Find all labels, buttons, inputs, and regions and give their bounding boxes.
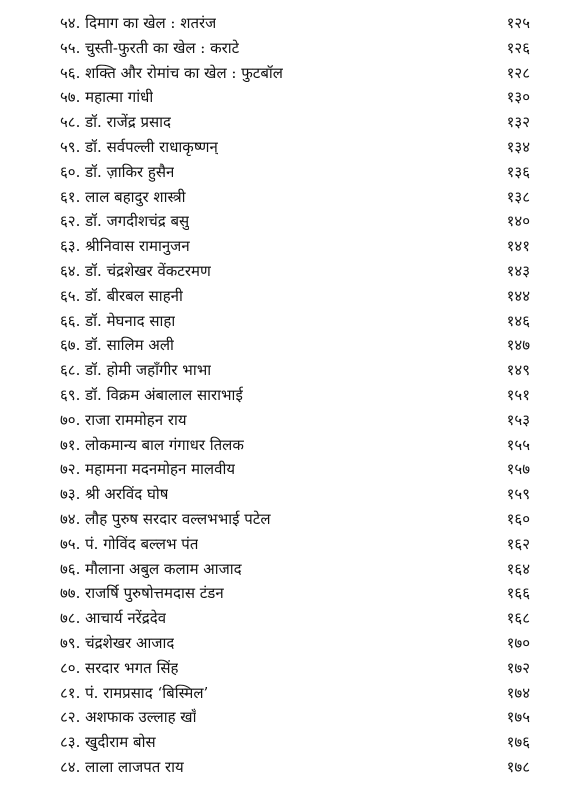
toc-entry-page-number: १२६ bbox=[506, 38, 530, 57]
toc-entry-page-number: १३२ bbox=[506, 113, 530, 132]
toc-entry-page-number: १७६ bbox=[506, 733, 530, 752]
toc-entry-title: ८४. लाला लाजपत राय bbox=[60, 757, 184, 776]
toc-entry-title: ७३. श्री अरविंद घोष bbox=[60, 485, 169, 504]
toc-entry bbox=[60, 730, 530, 755]
toc-entry-title: ६८. डॉ. होमी जहाँगीर भाभा bbox=[60, 361, 212, 380]
toc-entry bbox=[60, 656, 530, 681]
toc-entry-page-number: १५७ bbox=[506, 460, 530, 479]
toc-entry-title: ८२. अशफाक उल्लाह खाँ bbox=[60, 708, 197, 727]
toc-entry bbox=[60, 507, 530, 532]
toc-entry-page-number: १४४ bbox=[506, 286, 530, 305]
toc-entry-title: ८०. सरदार भगत सिंह bbox=[60, 658, 179, 677]
toc-entry-title: ७८. आचार्य नरेंद्रदेव bbox=[60, 609, 167, 628]
toc-entry-page-number: १५१ bbox=[506, 385, 530, 404]
toc-entry bbox=[60, 36, 530, 61]
toc-entry bbox=[60, 309, 530, 334]
toc-entry-title: ५७. महात्मा गांधी bbox=[60, 88, 154, 107]
toc-entry-page-number: १७५ bbox=[506, 708, 530, 727]
toc-entry bbox=[60, 581, 530, 606]
toc-entry-page-number: १३८ bbox=[506, 187, 530, 206]
toc-entry bbox=[60, 185, 530, 210]
toc-entry bbox=[60, 383, 530, 408]
toc-entry-page-number: १५३ bbox=[506, 410, 530, 429]
toc-entry-page-number: १७२ bbox=[506, 658, 530, 677]
toc-entry bbox=[60, 259, 530, 284]
toc-entry-title: ८३. खुदीराम बोस bbox=[60, 733, 156, 752]
toc-entry-title: ५६. शक्ति और रोमांच का खेल : फुटबॉल bbox=[60, 63, 283, 82]
toc-entry-page-number: १५५ bbox=[506, 435, 530, 454]
toc-entry-title: ७०. राजा राममोहन राय bbox=[60, 410, 187, 429]
toc-entry-page-number: १२८ bbox=[506, 63, 530, 82]
toc-entry-title: ५५. चुस्ती-फुरती का खेल : कराटे bbox=[60, 38, 240, 57]
toc-entry-title: ६२. डॉ. जगदीशचंद्र बसु bbox=[60, 212, 190, 231]
toc-entry bbox=[60, 110, 530, 135]
toc-entry-page-number: १३४ bbox=[506, 137, 530, 156]
toc-entry-title: ७५. पं. गोविंद बल्लभ पंत bbox=[60, 534, 199, 553]
toc-entry-title: ८१. पं. रामप्रसाद ‘बिस्मिल’ bbox=[60, 683, 209, 702]
toc-entry-title: ६०. डॉ. ज़ाकिर हुसैन bbox=[60, 162, 175, 181]
toc-entry bbox=[60, 160, 530, 185]
toc-entry bbox=[60, 85, 530, 110]
toc-entry-title: ६७. डॉ. सालिम अली bbox=[60, 336, 174, 355]
table-of-contents bbox=[60, 11, 530, 780]
toc-entry-page-number: १४१ bbox=[506, 237, 530, 256]
toc-entry-title: ५८. डॉ. राजेंद्र प्रसाद bbox=[60, 113, 171, 132]
toc-entry bbox=[60, 333, 530, 358]
toc-entry-page-number: १६२ bbox=[506, 534, 530, 553]
toc-entry bbox=[60, 631, 530, 656]
toc-entry-page-number: १६० bbox=[506, 509, 530, 528]
toc-entry-page-number: १७८ bbox=[506, 757, 530, 776]
toc-entry bbox=[60, 234, 530, 259]
toc-entry bbox=[60, 11, 530, 36]
toc-entry-title: ७२. महामना मदनमोहन मालवीय bbox=[60, 460, 236, 479]
toc-entry bbox=[60, 209, 530, 234]
toc-entry-page-number: १६४ bbox=[506, 559, 530, 578]
toc-entry-title: ५४. दिमाग का खेल : शतरंज bbox=[60, 14, 217, 32]
toc-entry-title: ७४. लौह पुरुष सरदार वल्लभभाई पटेल bbox=[60, 509, 271, 528]
toc-entry bbox=[60, 557, 530, 582]
toc-entry-title: ६६. डॉ. मेघनाद साहा bbox=[60, 311, 176, 330]
toc-entry-page-number: १७० bbox=[506, 633, 530, 652]
toc-entry-title: ६५. डॉ. बीरबल साहनी bbox=[60, 286, 183, 305]
toc-entry-title: ७६. मौलाना अबुल कलाम आजाद bbox=[60, 559, 242, 578]
toc-entry-title: ६४. डॉ. चंद्रशेखर वेंकटरमण bbox=[60, 261, 211, 280]
toc-entry bbox=[60, 532, 530, 557]
toc-entry bbox=[60, 358, 530, 383]
toc-entry bbox=[60, 433, 530, 458]
toc-entry bbox=[60, 482, 530, 507]
toc-entry-title: ७७. राजर्षि पुरुषोत्तमदास टंडन bbox=[60, 584, 224, 603]
toc-entry-title: ६९. डॉ. विक्रम अंबालाल साराभाई bbox=[60, 385, 243, 404]
toc-entry-page-number: १७४ bbox=[506, 683, 530, 702]
toc-entry-page-number: १५९ bbox=[506, 485, 530, 504]
toc-entry bbox=[60, 755, 530, 780]
toc-entry-title: ७९. चंद्रशेखर आजाद bbox=[60, 633, 175, 652]
toc-entry-page-number: १४६ bbox=[506, 311, 530, 330]
toc-entry bbox=[60, 61, 530, 86]
toc-entry bbox=[60, 135, 530, 160]
toc-entry-page-number: १३० bbox=[506, 88, 530, 107]
toc-entry bbox=[60, 457, 530, 482]
toc-entry bbox=[60, 606, 530, 631]
toc-entry-title: ५९. डॉ. सर्वपल्ली राधाकृष्णन् bbox=[60, 137, 218, 156]
toc-entry-title: ७१. लोकमान्य बाल गंगाधर तिलक bbox=[60, 435, 244, 454]
toc-entry-page-number: १४० bbox=[506, 212, 530, 231]
toc-entry-title: ६३. श्रीनिवास रामानुजन bbox=[60, 237, 190, 256]
toc-entry-title: ६१. लाल बहादुर शास्त्री bbox=[60, 187, 186, 206]
toc-entry bbox=[60, 705, 530, 730]
toc-entry-page-number: १६८ bbox=[506, 609, 530, 628]
toc-entry-page-number: १३६ bbox=[506, 162, 530, 181]
toc-entry-page-number: १४७ bbox=[506, 336, 530, 355]
toc-entry-page-number: १४३ bbox=[506, 261, 530, 280]
toc-entry-page-number: १६६ bbox=[506, 584, 530, 603]
toc-entry bbox=[60, 681, 530, 706]
toc-entry bbox=[60, 408, 530, 433]
toc-entry bbox=[60, 284, 530, 309]
toc-entry-page-number: १२५ bbox=[506, 14, 530, 32]
toc-entry-page-number: १४९ bbox=[506, 361, 530, 380]
